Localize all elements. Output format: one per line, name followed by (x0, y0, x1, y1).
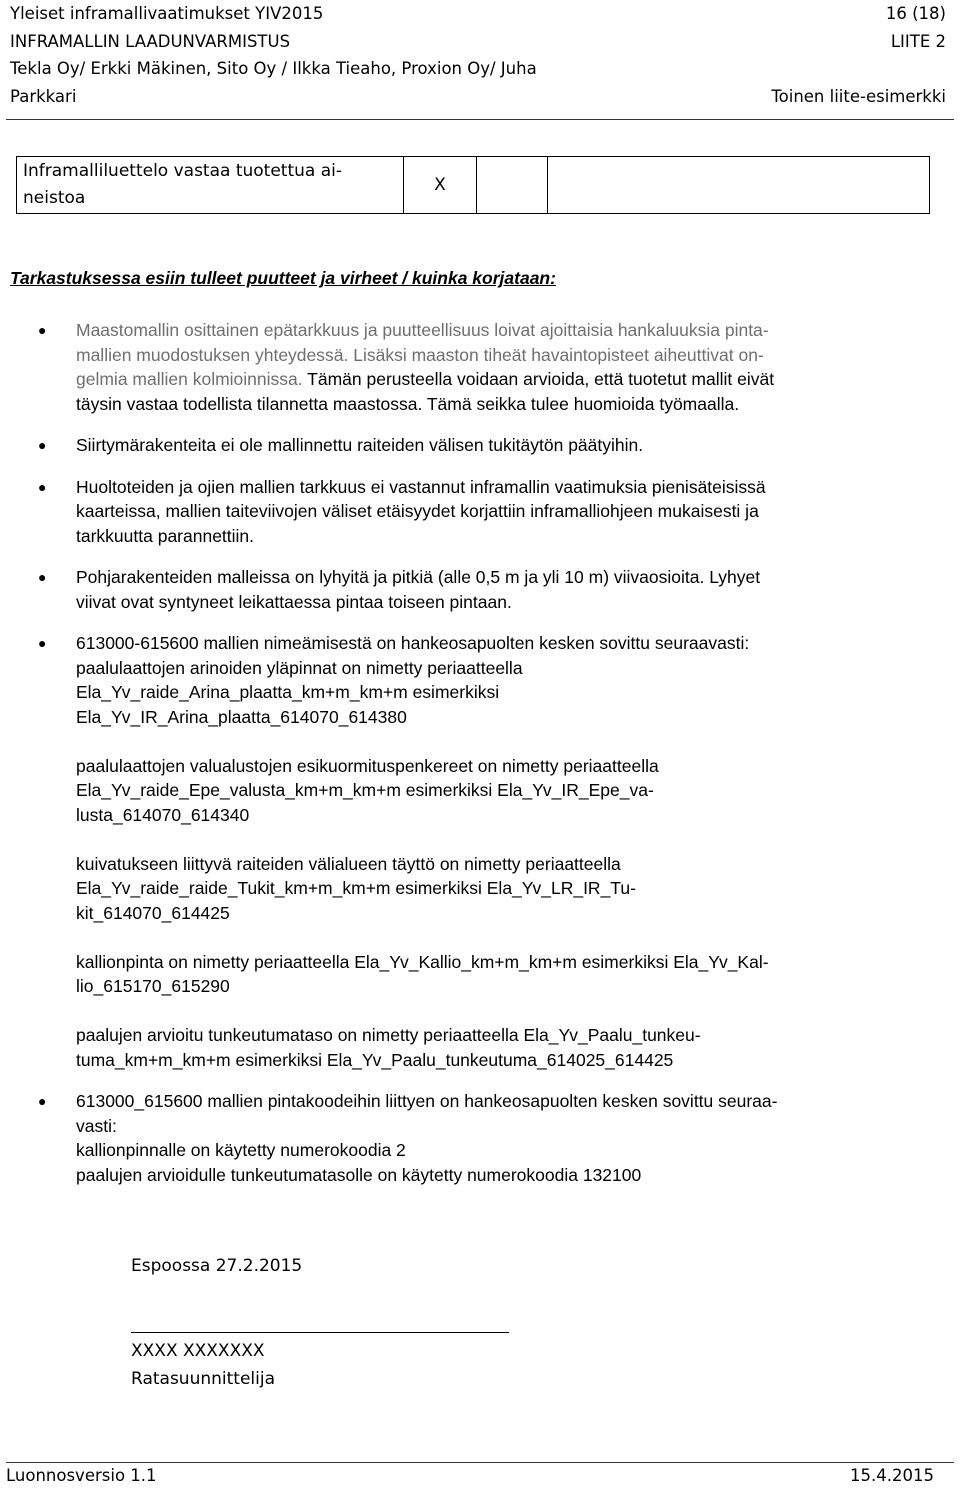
empty-cell (548, 157, 930, 214)
list-item: ● 613000-615600 mallien nimeämisestä on hankeosapuolten kesken sovittu seuraavasti: paalulaattojen arinoiden yläpinnat on nimetty periaatteella Ela_Yv_raide_Arina_plaatta_km+m_km+m esimerkiksi Ela_Yv_IR_Arina_plaatta_614070_614380 paalulaattojen valualustojen esikuormituspenkereet on nimetty periaatteella Ela_Yv_raide_Epe_valusta_km+m_km+m esimerkiksi Ela_Yv_IR_Epe_va- lusta_614070_614340 kuivatukseen liittyvä raiteiden välialueen täyttö on nimetty periaatteella Ela_Yv_raide_raide_Tukit_km+m_km+m esimerkiksi Ela_Yv_LR_IR_Tu- kit_614070_614425 kallionpinta on nimetty periaatteella Ela_Yv_Kallio_km+m_km+m esimerkiksi Ela_Yv_Kal- lio_615170_615290 paalujen arvioitu tunkeutumataso on nimetty periaatteella Ela_Yv_Paalu_tunkeu- tuma_km+m_km+m esimerkiksi Ela_Yv_Paalu_tunkeutuma_614025_614425 (38, 633, 769, 1070)
doc-title: Yleiset inframallivaatimukset YIV2015 (10, 4, 324, 23)
authors-line-2: Parkkari (10, 86, 77, 106)
list-item: ● Maastomallin osittainen epätarkkuus ja puutteellisuus loivat ajoittaisia hankaluuksia pinta- mallien muodostuksen yhteydessä. Lisäksi maaston tiheät havaintopisteet aiheuttivat on- gelmia mallien kolmioinnissa. Tämän perusteella voidaan arvioida, että tuotetut mallit eivät täysin vastaa todellista tilannetta maastossa. Tämä seikka tulee huomioida työmaalla. (38, 320, 775, 414)
list-item: ● Siirtymärakenteita ei ole mallinnettu raiteiden välisen tukitäytön päätyihin. (0, 433, 960, 458)
check-table (16, 156, 930, 214)
example-label: Toinen liite-esimerkki (771, 86, 946, 106)
doc-section: INFRAMALLIN LAADUNVARMISTUS (10, 31, 291, 51)
findings-list (0, 318, 960, 1204)
appendix-label: LIITE 2 (890, 31, 946, 51)
footer-date: 15.4.2015 (850, 1466, 934, 1485)
page-header (10, 0, 946, 110)
empty-cell (477, 157, 548, 214)
signer-title: Ratasuunnittelija (131, 1369, 275, 1389)
header-rule (6, 119, 954, 120)
page-footer (6, 1466, 934, 1485)
version-label: Luonnosversio 1.1 (6, 1466, 157, 1485)
signature-line (131, 1332, 509, 1333)
section-heading: Tarkastuksessa esiin tulleet puutteet ja virheet / kuinka korjataan: (10, 268, 556, 288)
list-item: ● 613000_615600 mallien pintakoodeihin liittyen on hankeosapuolten kesken sovittu seuraa- vasti: kallionpinnalle on käytetty numerokoodia 2 paalujen arvioidulle tunkeutumatasolle on käytetty numerokoodia 132100 (38, 1091, 778, 1185)
list-item: ● Huoltoteiden ja ojien mallien tarkkuus ei vastannut inframallin vaatimuksia pienisäteisissä kaarteissa, mallien taiteviivojen väliset etäisyydet korjattiin inframalliohjeen mukaisesti ja tarkkuutta parannettiin. (38, 476, 766, 546)
list-item: ● Pohjarakenteiden malleissa on lyhyitä ja pitkiä (alle 0,5 m ja yli 10 m) viivaosioita. Lyhyet viivat ovat syntyneet leikattaessa pintaa toiseen pintaan. (38, 567, 761, 612)
bullet-icon: ● (38, 322, 47, 338)
authors-line-1: Tekla Oy/ Erkki Mäkinen, Sito Oy / Ilkka Tieaho, Proxion Oy/ Juha (10, 59, 537, 78)
bullet-icon: ● (38, 1093, 47, 1109)
bullet-icon: ● (38, 437, 47, 453)
signer-name: XXXX XXXXXXX (131, 1341, 265, 1361)
check-label-cell (17, 157, 404, 214)
bullet-icon: ● (38, 569, 47, 585)
check-label-line-2: neistoa (23, 188, 86, 208)
bullet-icon: ● (38, 478, 47, 495)
table-row (17, 157, 930, 214)
check-mark-cell: X (404, 157, 477, 214)
place-date: Espoossa 27.2.2015 (131, 1256, 303, 1276)
bullet-icon: ● (38, 635, 47, 651)
check-label-line-1: Inframalliluettelo vastaa tuotettua ai- (23, 161, 343, 181)
page-number: 16 (18) (885, 4, 946, 23)
footer-rule (6, 1462, 954, 1463)
